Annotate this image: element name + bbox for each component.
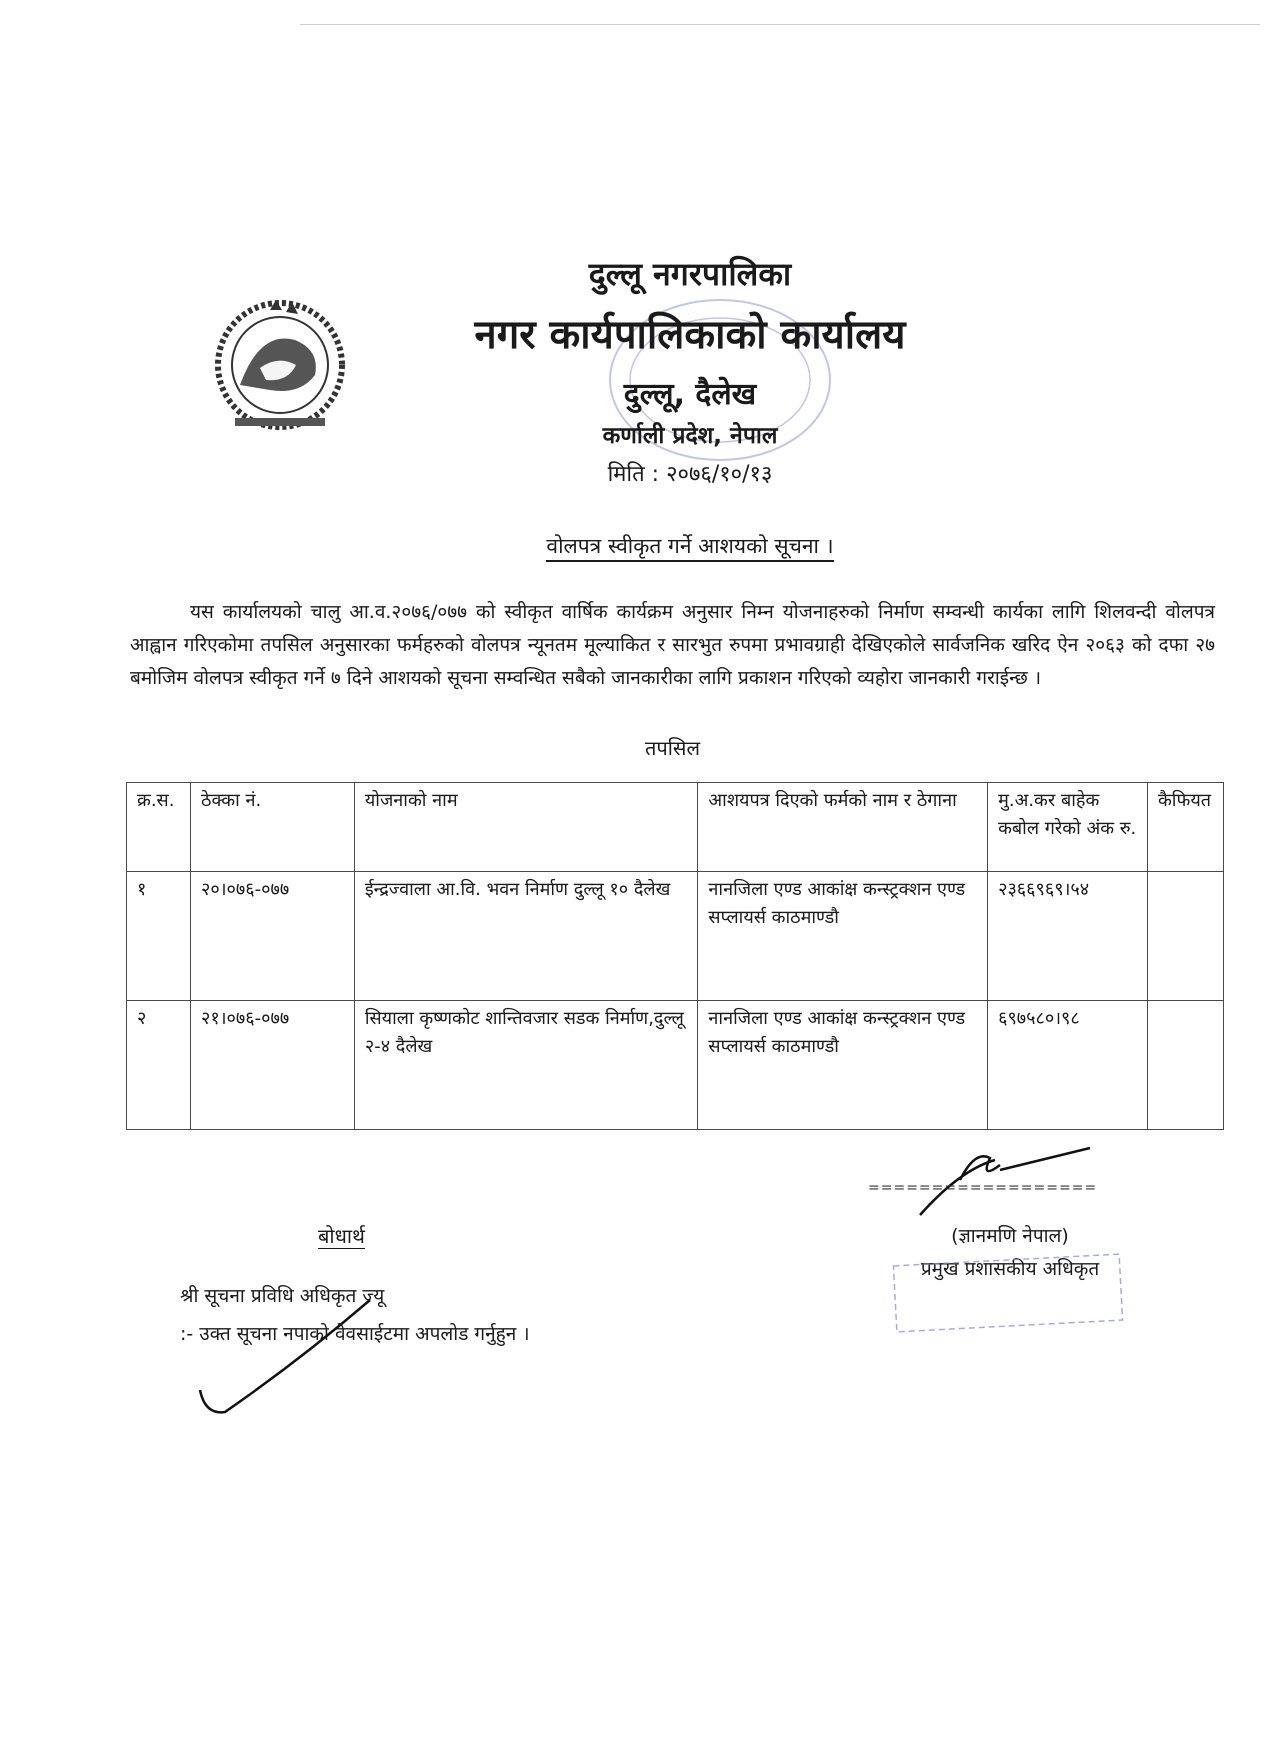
schedule-title: तपसिल	[644, 736, 701, 760]
province-line: कर्णाली प्रदेश, नेपाल	[602, 423, 778, 449]
signature-line: ==================	[868, 1180, 1098, 1196]
contracts-table	[126, 782, 1224, 1130]
cell-project: सियाला कृष्णकोट शान्तिवजार सडक निर्माण,दुल्लू २-४ दैलेख	[354, 1001, 698, 1130]
info-title-text: बोधार्थ	[318, 1224, 365, 1248]
cell-contract-no: २०।०७६-०७७	[190, 872, 354, 1001]
col-header-remarks: कैफियत	[1147, 783, 1223, 872]
info-recipient: श्री सूचना प्रविधि अधिकृत ज्यू	[180, 1285, 385, 1307]
office-name: नगर कार्यपालिकाको कार्यालय	[474, 312, 906, 358]
cell-project: ईन्द्रज्वाला आ.वि. भवन निर्माण दुल्लू १० दैलेख	[354, 872, 698, 1001]
cell-firm: नानजिला एण्ड आकांक्ष कन्स्ट्रक्शन एण्ड सप्लायर्स काठमाण्डौ	[698, 872, 988, 1001]
cell-remarks	[1147, 872, 1223, 1001]
table-row	[127, 872, 1224, 1001]
col-header-serial: क्र.स.	[127, 783, 191, 872]
col-header-amount: मु.अ.कर बाहेक कबोल गरेको अंक रु.	[988, 783, 1148, 872]
subject-text: वोलपत्र स्वीकृत गर्ने आशयको सूचना ।	[546, 534, 833, 562]
office-location: दुल्लू, दैलेख	[623, 377, 757, 412]
notice-date: मिति : २०७६/१०/१३	[607, 462, 773, 487]
scan-edge-line	[300, 24, 1260, 25]
signer-name: (ज्ञानमणि नेपाल)	[951, 1225, 1069, 1247]
municipality-name: दुल्लू नगरपालिका	[588, 255, 792, 293]
officer-stamp-icon	[891, 1252, 1124, 1334]
notice-body	[130, 596, 1215, 695]
signer-title: प्रमुख प्रशासकीय अधिकृत	[920, 1258, 1100, 1280]
cell-remarks	[1147, 1001, 1223, 1130]
notice-subject	[330, 532, 1050, 560]
cell-contract-no: २१।०७६-०७७	[190, 1001, 354, 1130]
col-header-project: योजनाको नाम	[354, 783, 698, 872]
cell-serial: १	[127, 872, 191, 1001]
table-row	[127, 1001, 1224, 1130]
cell-firm: नानजिला एण्ड आकांक्ष कन्स्ट्रक्शन एण्ड सप्लायर्स काठमाण्डौ	[698, 1001, 988, 1130]
body-text: यस कार्यालयको चालु आ.व.२०७६/०७७ को स्वीकृत वार्षिक कार्यक्रम अनुसार निम्न योजनाहरुको निर्माण सम्वन्धी कार्यका लागि शिलवन्दी वोलपत्र आह्वान गरिएकोमा तपसिल अनुसारका फर्महरुको वोलपत्र न्यूनतम मूल्याकित र सारभुत रुपमा प्रभावग्राही देखिएकोले सार्वजनिक खरिद ऐन २०६३ को दफा २७ बमोजिम वोलपत्र स्वीकृत गर्ने ७ दिने आशयको सूचना सम्वन्धित सबैको जानकारीका लागि प्रकाशन गरिएको व्यहोरा जानकारी गराईन्छ ।	[130, 601, 1215, 689]
info-title	[318, 1222, 365, 1249]
col-header-contract-no: ठेक्का नं.	[190, 783, 354, 872]
cell-amount: २३६६९६९।५४	[988, 872, 1148, 1001]
info-instruction: :- उक्त सूचना नपाको वेवसाईटमा अपलोड गर्नुहुन ।	[180, 1323, 530, 1345]
cell-serial: २	[127, 1001, 191, 1130]
col-header-firm: आशयपत्र दिएको फर्मको नाम र ठेगाना	[698, 783, 988, 872]
table-header-row	[127, 783, 1224, 872]
cell-amount: ६९७५८०।९८	[988, 1001, 1148, 1130]
approval-tick-icon	[180, 1300, 380, 1450]
